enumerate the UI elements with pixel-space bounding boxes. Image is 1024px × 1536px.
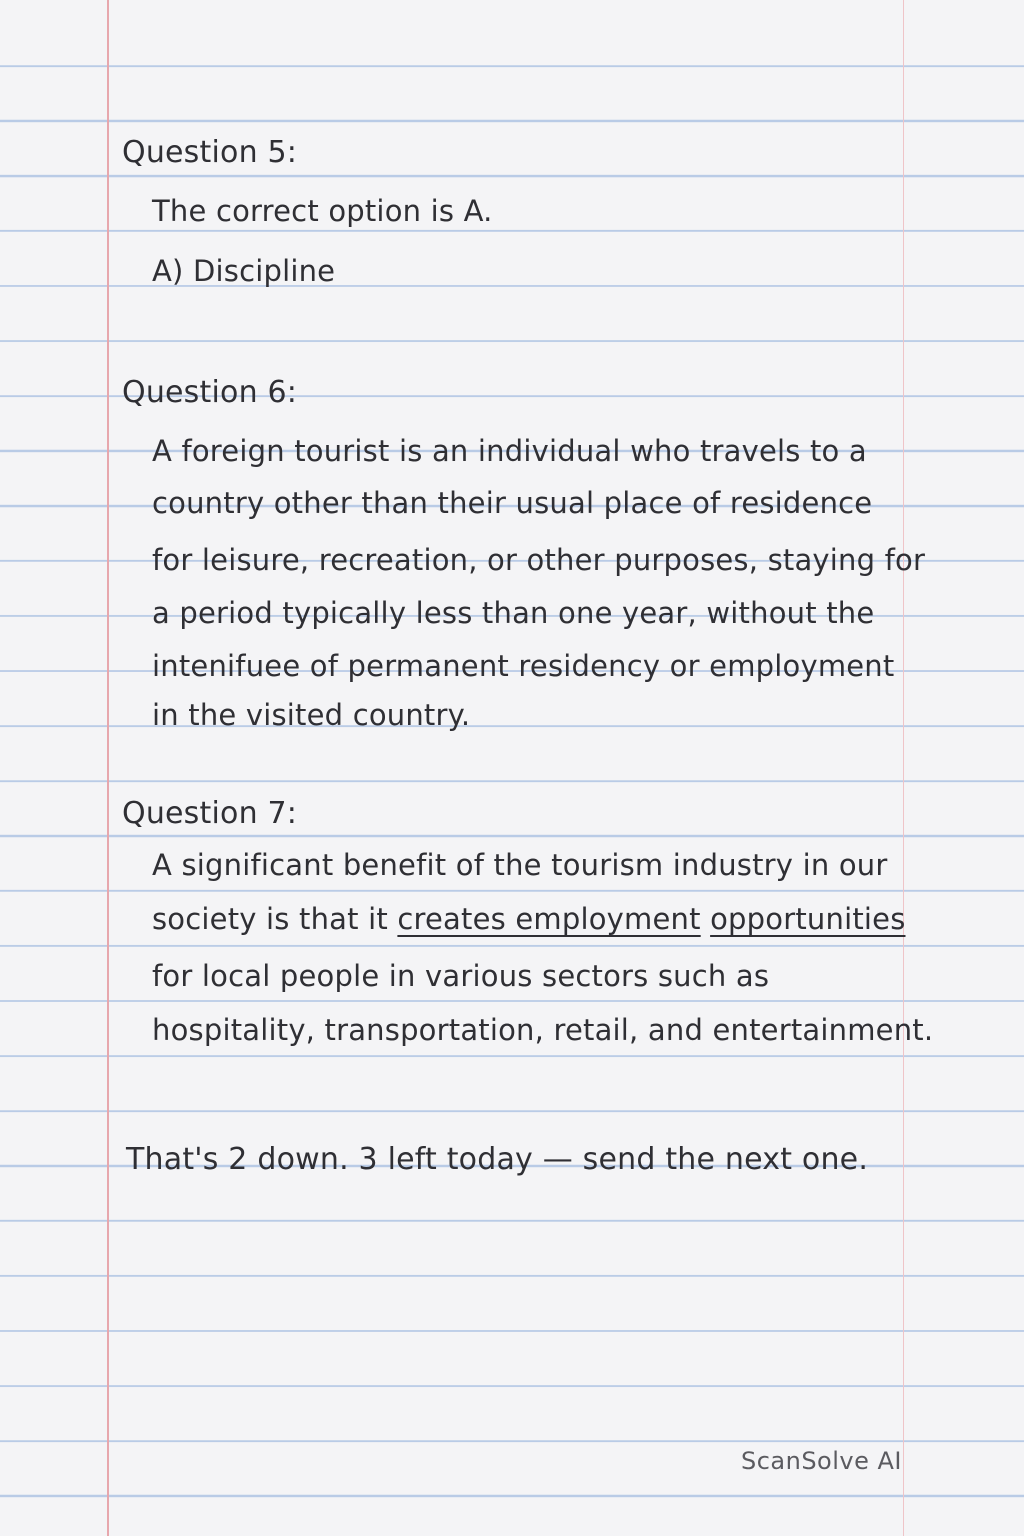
underlined-phrase-creates-employment: creates employment <box>397 902 701 936</box>
question-5-heading: Question 5: <box>122 135 298 170</box>
left-margin-line <box>107 0 109 1536</box>
underlined-word-opportunities: opportunities <box>710 902 906 936</box>
question-6-line-3: for leisure, recreation, or other purposes, staying for <box>152 543 926 577</box>
question-5-option-line: A) Discipline <box>152 254 336 288</box>
question-7-line-3: for local people in various sectors such as <box>152 959 770 993</box>
question-7-line-2 <box>152 902 906 936</box>
question-6-line-4: a period typically less than one year, without the <box>152 596 875 630</box>
question-7-line-4: hospitality, transportation, retail, and entertainment. <box>152 1013 934 1047</box>
footer-brand: ScanSolve AI <box>740 1447 902 1475</box>
closing-note: That's 2 down. 3 left today — send the next one. <box>126 1142 869 1177</box>
question-6-line-6: in the visited country. <box>152 698 471 732</box>
question-6-line-5: intenifuee of permanent residency or employment <box>152 649 895 683</box>
question-7-heading: Question 7: <box>122 796 298 831</box>
question-7-line-2-start: society is that it <box>152 902 398 936</box>
question-7-line-2-space <box>701 902 710 936</box>
question-6-heading: Question 6: <box>122 375 298 410</box>
question-6-line-2: country other than their usual place of residence <box>152 486 873 520</box>
question-7-line-1: A significant benefit of the tourism industry in our <box>152 848 888 882</box>
question-5-answer-line: The correct option is A. <box>152 194 493 228</box>
question-6-line-1: A foreign tourist is an individual who travels to a <box>152 434 867 468</box>
right-margin-line <box>903 0 904 1536</box>
